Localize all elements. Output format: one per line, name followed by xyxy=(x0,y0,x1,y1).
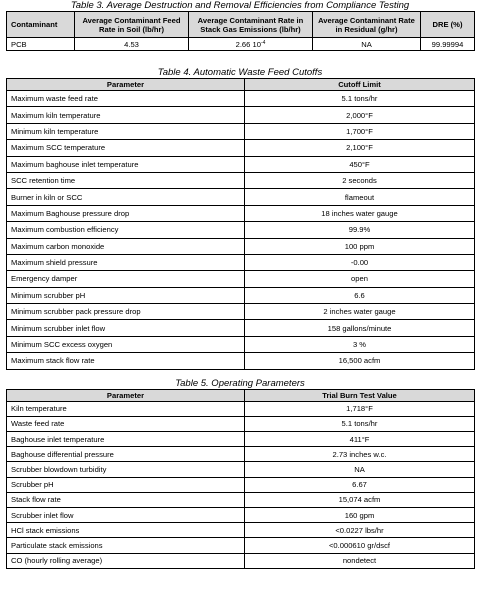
table-row xyxy=(7,222,475,238)
feed-rate-cell: 4.53 xyxy=(75,38,189,51)
column-header: Average Contaminant Rate in Residual (g/hr) xyxy=(313,12,421,38)
parameter-cell: Maximum baghouse inlet temperature xyxy=(7,156,245,172)
table5-caption: Table 5. Operating Parameters xyxy=(175,377,305,389)
value-cell: 1,700°F xyxy=(245,123,475,139)
parameter-cell: Maximum shield pressure xyxy=(7,254,245,270)
table-row xyxy=(7,353,475,369)
parameter-cell: Maximum carbon monoxide xyxy=(7,238,245,254)
table-row xyxy=(7,287,475,303)
value-cell: -0.00 xyxy=(245,254,475,270)
table-header-row xyxy=(7,79,475,91)
parameter-cell: Maximum kiln temperature xyxy=(7,107,245,123)
parameter-cell: Minimum kiln temperature xyxy=(7,123,245,139)
parameter-cell: Maximum Baghouse pressure drop xyxy=(7,205,245,221)
value-cell: 5.1 tons/hr xyxy=(245,91,475,107)
value-cell: 99.9% xyxy=(245,222,475,238)
dre-cell: 99.99994 xyxy=(421,38,475,51)
value-cell: 5.1 tons/hr xyxy=(245,416,475,431)
table-row xyxy=(7,523,475,538)
parameter-cell: CO (hourly rolling average) xyxy=(7,553,245,568)
parameter-cell: Particulate stack emissions xyxy=(7,538,245,553)
parameter-cell: Scrubber blowdown turbidity xyxy=(7,462,245,477)
value-cell: 1,718°F xyxy=(245,401,475,416)
value-cell: nondetect xyxy=(245,553,475,568)
table-row xyxy=(7,123,475,139)
column-header: Cutoff Limit xyxy=(245,79,475,91)
contaminant-cell: PCB xyxy=(7,38,75,51)
parameter-cell: Emergency damper xyxy=(7,271,245,287)
parameter-cell: Minimum scrubber pack pressure drop xyxy=(7,304,245,320)
table-row xyxy=(7,320,475,336)
value-cell: 100 ppm xyxy=(245,238,475,254)
parameter-cell: HCl stack emissions xyxy=(7,523,245,538)
table-row xyxy=(7,107,475,123)
table-row xyxy=(7,172,475,188)
parameter-cell: Maximum waste feed rate xyxy=(7,91,245,107)
value-cell: 2 inches water gauge xyxy=(245,304,475,320)
dre-table xyxy=(6,11,475,51)
value-cell: 160 gpm xyxy=(245,507,475,522)
parameter-cell: Maximum stack flow rate xyxy=(7,353,245,369)
table-row xyxy=(7,254,475,270)
table-row xyxy=(7,462,475,477)
value-cell: <0.0227 lbs/hr xyxy=(245,523,475,538)
parameter-cell: Stack flow rate xyxy=(7,492,245,507)
value-cell: open xyxy=(245,271,475,287)
value-cell: 6.67 xyxy=(245,477,475,492)
table-row xyxy=(7,538,475,553)
parameter-cell: Scrubber pH xyxy=(7,477,245,492)
table-row xyxy=(7,304,475,320)
parameter-cell: Minimum scrubber inlet flow xyxy=(7,320,245,336)
residual-cell: NA xyxy=(313,38,421,51)
table-row xyxy=(7,477,475,492)
table-row xyxy=(7,91,475,107)
parameter-cell: SCC retention time xyxy=(7,172,245,188)
column-header: Parameter xyxy=(7,79,245,91)
table-row xyxy=(7,271,475,287)
table-header-row xyxy=(7,12,475,38)
cutoffs-table xyxy=(6,78,475,370)
table-row xyxy=(7,553,475,568)
operating-parameters-table xyxy=(6,389,475,569)
value-cell: flameout xyxy=(245,189,475,205)
table-row xyxy=(7,432,475,447)
value-cell: 15,074 acfm xyxy=(245,492,475,507)
value-cell: <0.000610 gr/dscf xyxy=(245,538,475,553)
table-header-row xyxy=(7,389,475,401)
table-row xyxy=(7,492,475,507)
stack-rate-cell xyxy=(189,38,313,51)
table-row xyxy=(7,140,475,156)
parameter-cell: Maximum SCC temperature xyxy=(7,140,245,156)
parameter-cell: Scrubber inlet flow xyxy=(7,507,245,522)
table-row xyxy=(7,401,475,416)
parameter-cell: Baghouse differential pressure xyxy=(7,447,245,462)
column-header: DRE (%) xyxy=(421,12,475,38)
column-header: Average Contaminant Rate in Stack Gas Emissions (lb/hr) xyxy=(189,12,313,38)
table-row xyxy=(7,238,475,254)
table4-caption: Table 4. Automatic Waste Feed Cutoffs xyxy=(157,67,323,78)
table-row xyxy=(7,336,475,352)
parameter-cell: Waste feed rate xyxy=(7,416,245,431)
parameter-cell: Burner in kiln or SCC xyxy=(7,189,245,205)
table-row xyxy=(7,507,475,522)
value-cell: 6.6 xyxy=(245,287,475,303)
table-row xyxy=(7,38,475,51)
value-cell: 411°F xyxy=(245,432,475,447)
value-cell: 18 inches water gauge xyxy=(245,205,475,221)
parameter-cell: Minimum scrubber pH xyxy=(7,287,245,303)
table-row xyxy=(7,156,475,172)
table-row xyxy=(7,416,475,431)
value-cell: 2.73 inches w.c. xyxy=(245,447,475,462)
value-cell: 450°F xyxy=(245,156,475,172)
column-header: Contaminant xyxy=(7,12,75,38)
stack-rate-exponent: -4 xyxy=(260,39,266,46)
parameter-cell: Kiln temperature xyxy=(7,401,245,416)
stack-rate-value: 2.66 10 xyxy=(235,39,261,49)
parameter-cell: Maximum combustion efficiency xyxy=(7,222,245,238)
value-cell: 2,100°F xyxy=(245,140,475,156)
table-row xyxy=(7,205,475,221)
parameter-cell: Minimum SCC excess oxygen xyxy=(7,336,245,352)
value-cell: 2,000°F xyxy=(245,107,475,123)
table-row xyxy=(7,189,475,205)
value-cell: 158 gallons/minute xyxy=(245,320,475,336)
parameter-cell: Baghouse inlet temperature xyxy=(7,432,245,447)
column-header: Trial Burn Test Value xyxy=(245,389,475,401)
table3-caption: Table 3. Average Destruction and Removal Efficiencies from Compliance Testing xyxy=(70,0,410,11)
value-cell: 2 seconds xyxy=(245,172,475,188)
value-cell: 3 % xyxy=(245,336,475,352)
column-header: Parameter xyxy=(7,389,245,401)
value-cell: 16,500 acfm xyxy=(245,353,475,369)
column-header: Average Contaminant Feed Rate in Soil (lb/hr) xyxy=(75,12,189,38)
value-cell: NA xyxy=(245,462,475,477)
table-row xyxy=(7,447,475,462)
